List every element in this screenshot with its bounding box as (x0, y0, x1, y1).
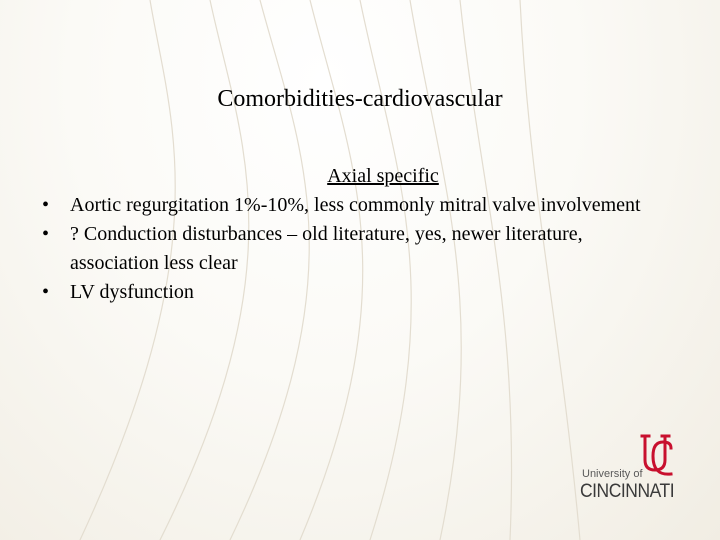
logo-university-of: University of (582, 468, 643, 480)
list-item (38, 220, 668, 278)
bullet-text: ? Conduction disturbances – old literature, yes, newer literature, association less clear (70, 223, 583, 274)
bullet-marker: • (42, 194, 50, 216)
list-item (38, 191, 668, 220)
bullet-marker: • (42, 223, 50, 245)
university-logo (580, 434, 695, 506)
bullet-list (38, 191, 668, 307)
slide-title: Comorbidities-cardiovascular (217, 86, 503, 112)
slide-body (38, 162, 668, 307)
bullet-text: Aortic regurgitation 1%-10%, less commonly mitral valve involvement (70, 194, 641, 216)
list-item (38, 278, 668, 307)
bullet-marker: • (42, 281, 50, 303)
section-subheading: Axial specific (327, 165, 439, 187)
logo-cincinnati: CINCINNATI (580, 481, 675, 502)
bullet-text: LV dysfunction (70, 281, 194, 303)
uc-monogram-icon (638, 434, 676, 480)
